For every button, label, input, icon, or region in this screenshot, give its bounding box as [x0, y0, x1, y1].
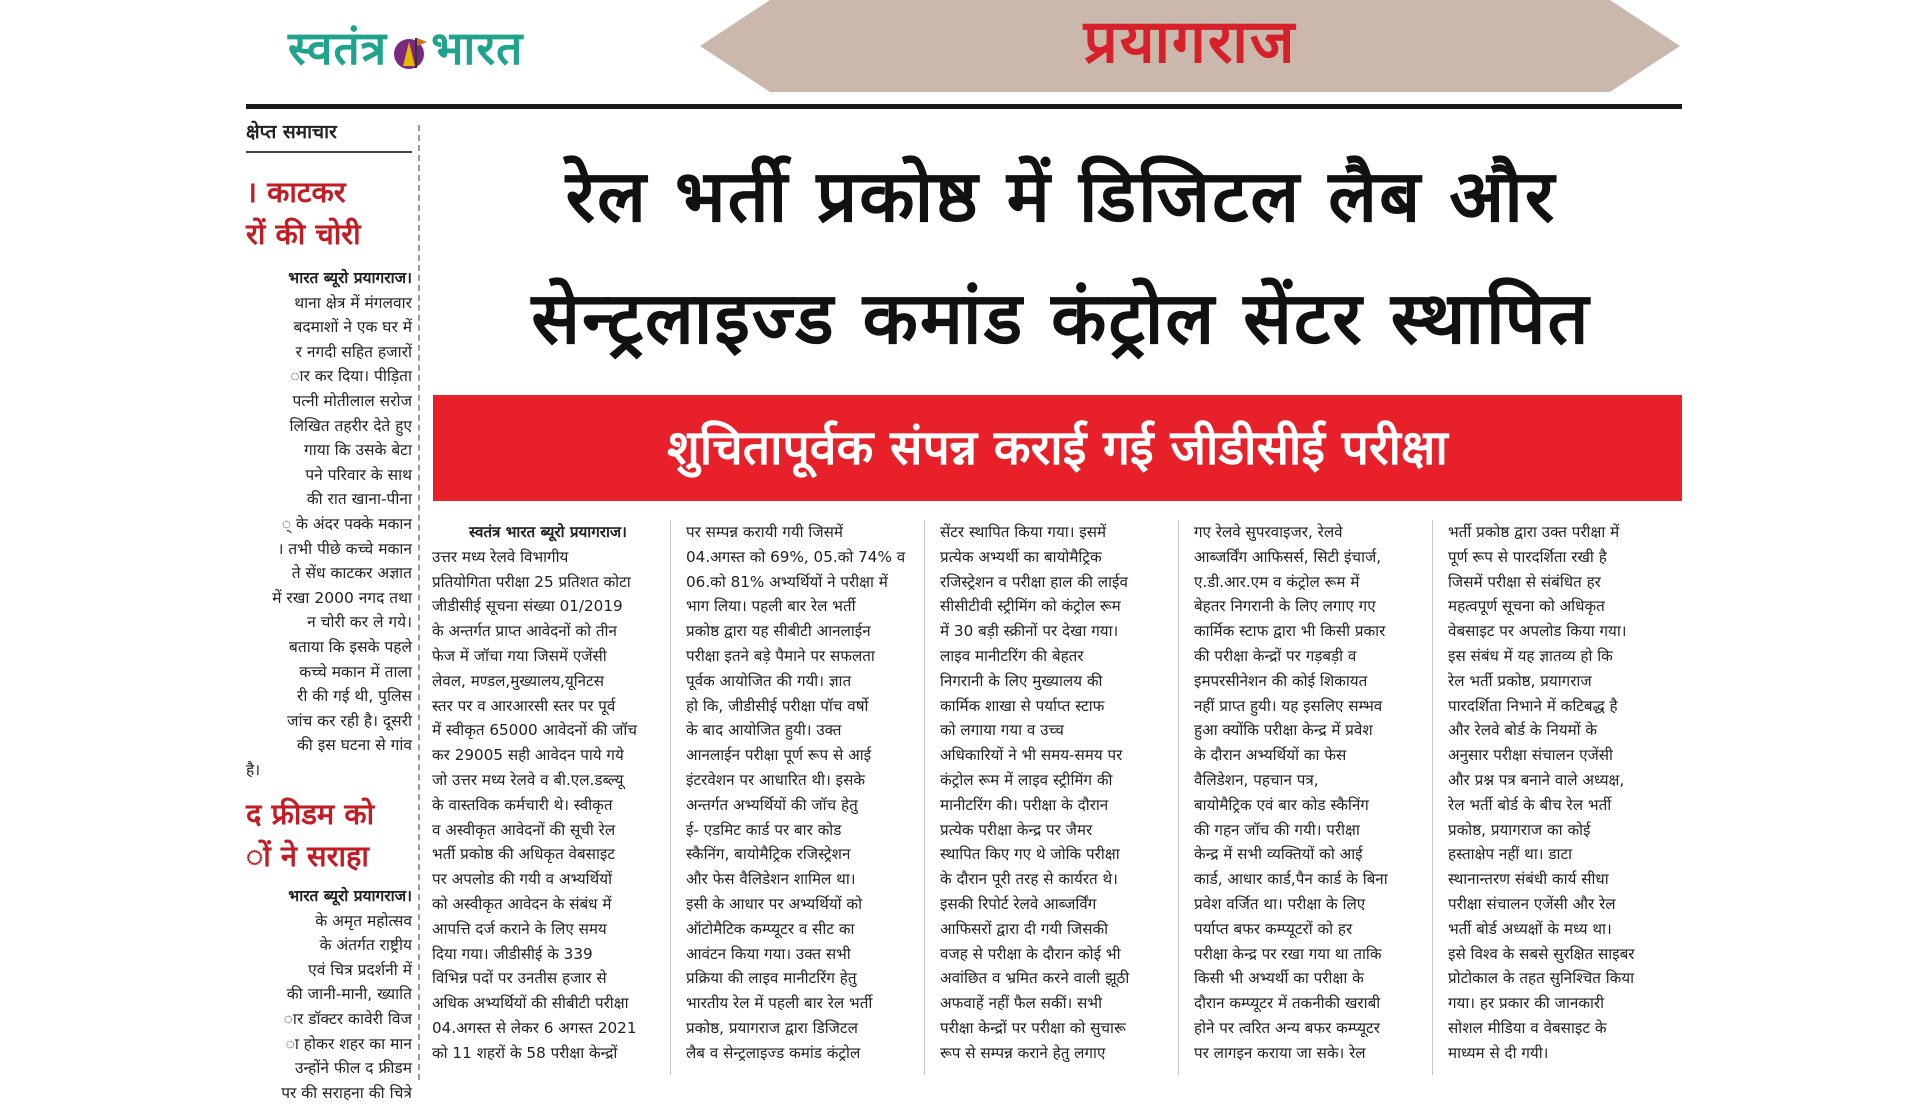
- text-line: भर्ती प्रकोष्ठ द्वारा उक्त परीक्षा में: [1448, 523, 1620, 541]
- left-story1-headline-line2: रों की चोरी: [246, 217, 361, 251]
- text-line: प्रोटोकाल के तहत सुनिश्चित किया: [1448, 969, 1635, 988]
- text-line: दौरान कम्प्यूटर में तकनीकी खराबी: [1194, 994, 1381, 1013]
- text-line: आफिसरों द्वारा दी गयी जिसकी: [940, 919, 1109, 938]
- text-line: परीक्षा केन्द्रों पर परीक्षा को सुचारू: [940, 1018, 1126, 1037]
- text-line: जांच कर रही है। दूसरी: [286, 711, 412, 730]
- text-line: कार्ड, आधार कार्ड,पैन कार्ड के बिना: [1194, 870, 1388, 889]
- text-line: की जानी-मानी, ख्याति: [286, 985, 412, 1004]
- text-line: में स्वीकृत 65000 आवेदनों की जॉच: [432, 721, 637, 740]
- headline-line2: सेन्ट्रलाइज्ड कमांड कंट्रोल सेंटर स्थापित: [531, 276, 1591, 360]
- text-line: लेवल, मण्डल,मुख्यालय,यूनिटस: [432, 671, 604, 690]
- text-line: हुआ क्योंकि परीक्षा केन्द्र में प्रवेश: [1194, 721, 1373, 740]
- column-rule: [1178, 520, 1179, 1075]
- article-column-5: [1448, 520, 1680, 1080]
- text-line: सेंटर स्थापित किया गया। इसमें: [940, 523, 1107, 541]
- text-line: ए.डी.आर.एम व कंट्रोल रूम में: [1194, 572, 1360, 591]
- text-line: र नगदी सहित हजारों: [295, 342, 412, 361]
- text-line: प्रवेश वर्जित था। परीक्षा के लिए: [1194, 894, 1366, 913]
- text-line: की इस घटना से गांव: [296, 736, 412, 755]
- text-line: इसकी रिपोर्ट रेलवे आब्जर्विंग: [940, 894, 1097, 913]
- left-story2-headline-line1: द फ्रीडम को: [246, 797, 375, 831]
- text-line: हो कि, जीडीसीई परीक्षा पॉच वर्षो: [686, 696, 869, 715]
- text-line: में 30 बड़ी स्क्रीनों पर देखा गया।: [940, 622, 1119, 641]
- text-line: फेज में जॉचा गया जिसमें एजेंसी: [432, 646, 607, 665]
- newspaper-logo: [288, 18, 618, 78]
- text-line: गया। हर प्रकार की जानकारी: [1448, 994, 1605, 1013]
- text-line: लिखित तहरीर देते हुए: [289, 416, 412, 435]
- text-line: पर की सराहना की चित्रे: [281, 1083, 412, 1102]
- text-line: पर सम्पन्न करायी गयी जिसमें: [686, 523, 843, 541]
- text-line: होने पर त्वरित अन्य बफर कम्प्यूटर: [1194, 1018, 1380, 1037]
- text-line: एवं चित्र प्रदर्शनी में: [308, 960, 412, 979]
- text-line: पर लागइन कराया जा सके। रेल: [1194, 1043, 1366, 1062]
- text-line: की परीक्षा केन्द्रों पर गड़बड़ी व: [1194, 646, 1357, 665]
- text-line: है।: [246, 760, 261, 779]
- text-line: रूप से सम्पन्न कराने हेतु लगाए: [940, 1043, 1106, 1062]
- text-line: स्थापित किए गए थे जोकि परीक्षा: [940, 845, 1120, 864]
- text-line: महत्वपूर्ण सूचना को अधिकृत: [1448, 597, 1605, 616]
- text-line: आनलाईन परीक्षा पूर्ण रूप से आई: [686, 746, 872, 765]
- text-line: 04.अगस्त से लेकर 6 अगस्त 2021: [432, 1018, 637, 1037]
- text-line: इमपरसीनेशन की कोई शिकायत: [1194, 671, 1368, 690]
- text-line: ् के अंदर पक्के मकान: [281, 514, 412, 533]
- column-rule: [924, 520, 925, 1075]
- text-line: गए रेलवे सुपरवाइजर, रेलवे: [1194, 523, 1343, 541]
- text-line: में रखा 2000 नगद तथा: [272, 588, 412, 607]
- text-line: भर्ती प्रकोष्ठ की अधिकृत वेबसाइट: [432, 845, 615, 864]
- text-line: गाया कि उसके बेटा: [304, 441, 412, 460]
- text-line: माध्यम से दी गयी।: [1448, 1043, 1549, 1062]
- text-line: जीडीसीई सूचना संख्या 01/2019: [432, 597, 623, 616]
- text-line: जो उत्तर मध्य रेलवे व बी.एल.डब्ल्यू: [432, 770, 624, 789]
- text-line: कंट्रोल रूम में लाइव स्ट्रीमिंग की: [940, 770, 1113, 789]
- text-line: किसी भी अभ्यर्थी का परीक्षा के: [1194, 969, 1364, 988]
- text-line: स्कैनिंग, बायोमैट्रिक रजिस्ट्रेशन: [686, 845, 851, 864]
- text-line: अनुसार परीक्षा संचालन एजेंसी: [1448, 746, 1613, 765]
- text-line: दिया गया। जीडीसीई के 339: [432, 944, 593, 963]
- text-line: वेबसाइट पर अपलोड किया गया।: [1448, 622, 1627, 641]
- text-line: ऑटोमैटिक कम्प्यूटर व सीट का: [686, 919, 855, 938]
- text-line: भाग लिया। पहली बार रेल भर्ती: [686, 597, 856, 616]
- masthead-rule: [246, 104, 1682, 109]
- text-line: पूर्वक आयोजित की गयी। ज्ञात: [686, 671, 852, 690]
- text-line: आब्जर्विंग आफिसर्स, सिटी इंचार्ज,: [1194, 547, 1382, 566]
- text-line: को लगाया गया व उच्च: [940, 721, 1064, 740]
- text-line: पत्नी मोतीलाल सरोज: [292, 391, 412, 410]
- text-line: के बाद आयोजित हुयी। उक्त: [686, 721, 842, 740]
- text-line: इंटरवेशन पर आधारित थी। इसके: [686, 770, 866, 789]
- text-line: के वास्तविक कर्मचारी थे। स्वीकृत: [432, 795, 613, 814]
- column-rule: [670, 520, 671, 1075]
- left-story2-headline-line2: ों ने सराहा: [246, 839, 369, 873]
- text-line: स्थानान्तरण संबंधी कार्य सीधा: [1448, 870, 1609, 889]
- subheadline: शुचितापूर्वक संपन्न कराई गई जीडीसीई परीक्षा: [667, 420, 1448, 476]
- text-line: प्रक्रिया की लाइव मानीटरिंग हेतु: [686, 969, 857, 988]
- text-line: के अमृत महोत्सव: [315, 911, 412, 930]
- text-line: इसी के आधार पर अभ्यर्थियों को: [686, 894, 863, 913]
- text-line: इस संबंध में यह ज्ञातव्य हो कि: [1448, 646, 1613, 665]
- left-story1-body: [246, 266, 412, 786]
- text-line: न चोरी कर ले गये।: [307, 613, 412, 632]
- article-column-3: [940, 520, 1172, 1080]
- section-title: प्रयागराज: [1083, 7, 1297, 77]
- text-line: रजिस्ट्रेशन व परीक्षा हाल की लाईव: [940, 572, 1128, 591]
- text-line: बदमाशों ने एक घर में: [293, 318, 412, 337]
- headline-line1: रेल भर्ती प्रकोष्ठ में डिजिटल लैब और: [565, 154, 1557, 238]
- column-rule: [1432, 520, 1433, 1075]
- text-line: इसे विश्व के सबसे सुरक्षित साइबर: [1448, 944, 1635, 963]
- text-line: की गहन जॉच की गयी। परीक्षा: [1194, 820, 1360, 839]
- brief-news-label: क्षेप्त समाचार: [246, 121, 337, 143]
- text-line: व अस्वीकृत आवेदनों की सूची रेल: [432, 820, 616, 839]
- left-story2-body: [246, 884, 412, 1102]
- text-line: सोशल मीडिया व वेबसाइट के: [1448, 1018, 1607, 1037]
- left-story1-headline-line1: । काटकर: [246, 175, 346, 209]
- text-line: उन्होंने फील द फ्रीडम: [295, 1059, 412, 1078]
- column-divider: [418, 125, 421, 1080]
- text-line: अधिकारियों ने भी समय-समय पर: [940, 746, 1123, 765]
- text-line: प्रकोष्ठ, प्रयागराज का कोई: [1448, 820, 1591, 839]
- text-line: आवंटन किया गया। उक्त सभी: [686, 944, 851, 963]
- text-line: लाइव मानीटरिंग की बेहतर: [940, 646, 1084, 665]
- text-line: नहीं प्राप्त हुयी। यह इसलिए सम्भव: [1194, 696, 1383, 715]
- text-line: परीक्षा केन्द्र पर रखा गया था ताकि: [1194, 944, 1382, 963]
- text-line: की रात खाना-पीना: [306, 490, 412, 509]
- brief-news-rule: [246, 151, 412, 153]
- text-line: वैलिडेशन, पहचान पत्र,: [1194, 770, 1319, 789]
- text-line: विभिन्न पदों पर उनतीस हजार से: [432, 969, 607, 988]
- text-line: हस्ताक्षेप नहीं था। डाटा: [1448, 845, 1573, 864]
- text-line: वजह से परीक्षा के दौरान कोई भी: [940, 944, 1121, 963]
- text-line: पने परिवार के साथ: [305, 465, 412, 484]
- text-line: जिसमें परीक्षा से संबंधित हर: [1448, 572, 1601, 591]
- text-line: के दौरान पूरी तरह से कार्यरत थे।: [940, 870, 1118, 889]
- text-line: सीसीटीवी स्ट्रीमिंग को कंट्रोल रूम: [940, 597, 1121, 616]
- text-line: ा होकर शहर का मान: [285, 1034, 412, 1053]
- text-line: निगरानी के लिए मुख्यालय की: [940, 671, 1103, 690]
- text-line: प्रत्येक अभ्यर्थी का बायोमैट्रिक: [940, 547, 1102, 566]
- text-line: केन्द्र में सभी व्यक्तियों को आई: [1194, 845, 1363, 864]
- text-line: प्रतियोगिता परीक्षा 25 प्रतिशत कोटा: [432, 572, 631, 591]
- text-line: कार्मिक स्टाफ द्वारा भी किसी प्रकार: [1194, 622, 1386, 641]
- logo-text-right: भारत: [431, 21, 524, 75]
- text-line: स्तर पर व आरआरसी स्तर पर पूर्व: [432, 696, 616, 715]
- text-line: भर्ती बोर्ड अध्यक्षों के मध्य था।: [1448, 919, 1612, 938]
- text-line: और रेलवे बोर्ड के नियमों के: [1448, 721, 1598, 740]
- text-line: भारत ब्यूरो प्रयागराज।: [288, 887, 412, 905]
- text-line: ई- एडमिट कार्ड पर बार कोड: [686, 820, 842, 839]
- text-line: लैब व सेन्ट्रलाइज्ड कमांड कंट्रोल: [686, 1043, 861, 1062]
- text-line: रेल भर्ती प्रकोष्ठ, प्रयागराज: [1448, 671, 1592, 690]
- text-line: आपत्ति दर्ज कराने के लिए समय: [432, 919, 607, 938]
- text-line: परीक्षा इतने बड़े पैमाने पर सफलता: [686, 646, 875, 665]
- text-line: रेल भर्ती बोर्ड के बीच रेल भर्ती: [1448, 795, 1612, 814]
- text-line: 06.को 81% अभ्यर्थियों ने परीक्षा में: [686, 572, 888, 591]
- text-line: ते सेंध काटकर अज्ञात: [291, 564, 412, 583]
- text-line: री की गई थी, पुलिस: [297, 687, 412, 706]
- text-line: पर अपलोड की गयी व अभ्यर्थियों: [432, 870, 613, 889]
- text-line: बताया कि इसके पहले: [289, 637, 412, 656]
- flag-bearer-emblem-icon: [389, 30, 429, 74]
- article-column-2: [686, 520, 918, 1080]
- text-line: और प्रश्न पत्र बनाने वाले अध्यक्ष,: [1448, 770, 1625, 789]
- article-column-4: [1194, 520, 1426, 1080]
- article-byline: स्वतंत्र भारत ब्यूरो प्रयागराज।: [469, 523, 627, 541]
- text-line: कच्चे मकान में ताला: [299, 662, 412, 681]
- text-line: के दौरान अभ्यर्थियों का फेस: [1194, 746, 1347, 765]
- text-line: पारदर्शिता निभाने में कटिबद्ध है: [1448, 696, 1618, 715]
- text-line: बेहतर निगरानी के लिए लगाए गए: [1194, 597, 1376, 616]
- text-line: थाना क्षेत्र में मंगलवार: [294, 293, 412, 312]
- text-line: 04.अगस्त को 69%, 05.को 74% व: [686, 547, 906, 566]
- text-line: अधिक अभ्यर्थियों की सीबीटी परीक्षा: [432, 994, 629, 1013]
- text-line: को 11 शहरों के 58 परीक्षा केन्द्रों: [432, 1043, 618, 1062]
- logo-text-left: स्वतंत्र: [288, 21, 388, 75]
- text-line: अन्तर्गत अभ्यर्थियों की जॉच हेतु: [686, 795, 858, 814]
- text-line: भारतीय रेल में पहली बार रेल भर्ती: [686, 994, 873, 1013]
- text-line: को अस्वीकृत आवेदन के संबंध में: [432, 894, 612, 913]
- text-line: अफवाहें नहीं फैल सकीं। सभी: [940, 994, 1102, 1013]
- text-line: कार्मिक शाखा से पर्याप्त स्टाफ: [940, 696, 1105, 715]
- text-line: मानीटरिंग की। परीक्षा के दौरान: [940, 795, 1109, 814]
- text-line: । तभी पीछे कच्चे मकान: [277, 539, 412, 558]
- text-line: के अंतर्गत राष्ट्रीय: [319, 936, 412, 955]
- text-line: पर्याप्त बफर कम्प्यूटरों को हर: [1194, 919, 1353, 938]
- text-line: प्रकोष्ठ, प्रयागराज द्वारा डिजिटल: [686, 1018, 858, 1037]
- text-line: परीक्षा संचालन एजेंसी और रेल: [1448, 894, 1616, 913]
- text-line: अवांछित व भ्रमित करने वाली झूठी: [940, 969, 1130, 988]
- text-line: और फेस वैलिडेशन शामिल था।: [686, 870, 856, 889]
- article-column-1: [432, 520, 664, 1080]
- text-line: प्रत्येक परीक्षा केन्द्र पर जैमर: [940, 820, 1093, 839]
- text-line: बायोमैट्रिक एवं बार कोड स्कैनिंग: [1194, 795, 1369, 814]
- text-line: के अन्तर्गत प्राप्त आवेदनों को तीन: [432, 622, 617, 641]
- text-line: पूर्ण रूप से पारदर्शिता रखी है: [1448, 547, 1607, 566]
- text-line: ार कर दिया। पीड़िता: [290, 367, 412, 386]
- text-line: उत्तर मध्य रेलवे विभागीय: [432, 547, 569, 566]
- text-line: प्रकोष्ठ द्वारा यह सीबीटी आनलाईन: [686, 622, 871, 641]
- text-line: कर 29005 सही आवेदन पाये गये: [432, 746, 624, 765]
- text-line: भारत ब्यूरो प्रयागराज।: [288, 269, 412, 287]
- text-line: ार डॉक्टर कावेरी विज: [283, 1009, 412, 1028]
